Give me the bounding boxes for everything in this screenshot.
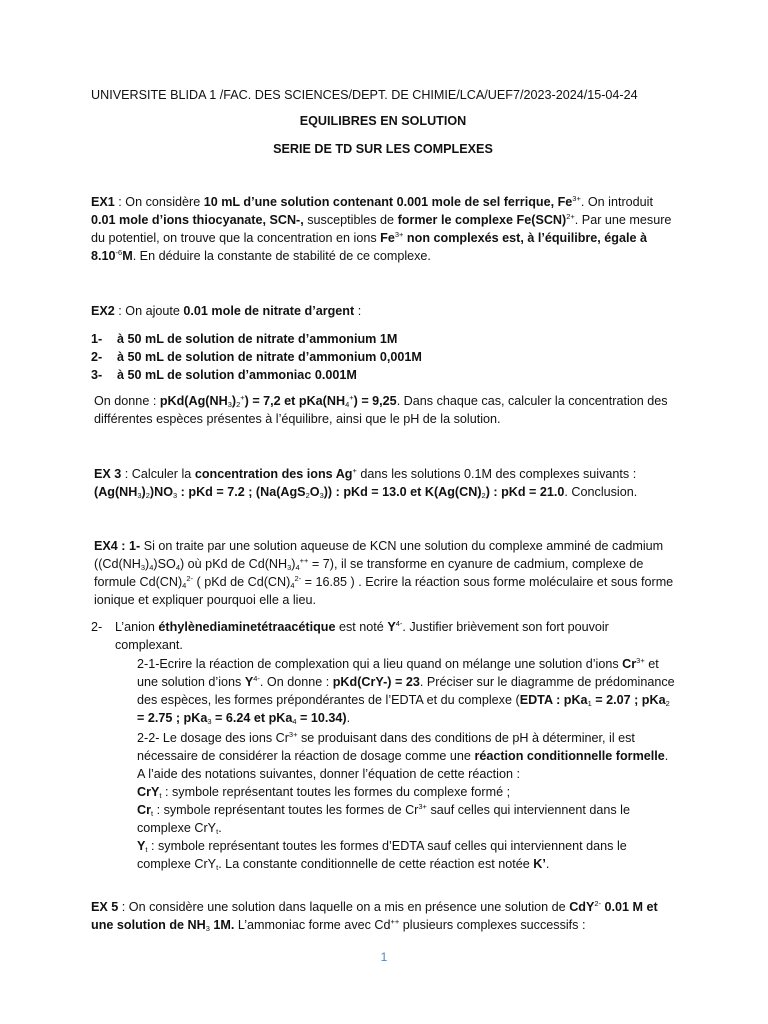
definition-yt [137, 837, 677, 873]
exercise-4-part-2 [91, 618, 675, 654]
subscript: 4 [292, 717, 297, 726]
text-bold: réaction conditionnelle formelle [474, 749, 665, 763]
text: Si on traite par une solution aqueuse de KCN une solution du complexe amminé de cadmium ((Cd(NH [94, 539, 664, 571]
superscript: -6 [115, 248, 123, 257]
list-number: 2- [91, 350, 103, 364]
part-2-2-text [137, 729, 677, 765]
exercise-label: EX2 [91, 304, 115, 318]
part-2-text [115, 618, 675, 654]
text: ) où pKd de Cd(NH [179, 557, 288, 571]
list-item [91, 348, 675, 366]
text: . [346, 711, 351, 725]
superscript: ++ [390, 917, 400, 926]
text-bold: concentration des ions Ag [194, 467, 353, 481]
text-bold: = 2.75 ; pKa [137, 711, 208, 725]
text: . En déduire la constante de stabilité de ce complexe. [132, 249, 431, 263]
subscript: 1 [587, 699, 592, 708]
exercise-4-part-2-2 [137, 729, 677, 873]
text: . Par une mesure du potentiel, on trouve que la concentration en ions [91, 213, 672, 245]
subscript: t [216, 827, 219, 836]
exercise-2-given [94, 392, 676, 428]
exercise-label: EX 5 [91, 900, 119, 914]
subscript: 3 [287, 563, 292, 572]
text: ) [291, 557, 296, 571]
text: : [354, 304, 362, 318]
list-text: à 50 mL de solution d’ammoniac 0.001M [117, 368, 357, 382]
exercise-2-list [91, 330, 675, 384]
text: = 16.85 ) . Ecrire la réaction sous forme moléculaire et sous forme ionique et expliquer pourquoi elle a lieu. [94, 575, 674, 607]
text-bold: M [122, 249, 133, 263]
text: sauf celles qui interviennent dans le complexe CrY [137, 803, 630, 835]
text-bold: former le complexe Fe(SCN) [397, 213, 567, 227]
subscript: 3 [205, 924, 210, 933]
superscript: 2- [294, 574, 302, 583]
subscript: 2 [665, 699, 670, 708]
text: . Dans chaque cas, calculer la concentration des différentes espèces présentes à l’équilibre, ainsi que le pH de la solution. [94, 394, 668, 426]
text-bold: non complexés est, à l’équilibre, égale à 8.10 [91, 231, 648, 263]
text-bold: )) : pKd = 13.0 et K(Ag(CN) [323, 485, 482, 499]
text: plusieurs complexes successifs : [399, 918, 586, 932]
superscript: 2- [186, 574, 194, 583]
exercise-label: EX 3 [94, 467, 122, 481]
exercise-2 [91, 302, 675, 320]
subscript: 3 [207, 717, 212, 726]
text: ( pKd de Cd(CN) [193, 575, 291, 589]
list-text: à 50 mL de solution de nitrate d’ammonium 1M [117, 332, 398, 346]
text-bold: 0.01 mole de nitrate d’argent [183, 304, 355, 318]
superscript: 4- [395, 619, 403, 628]
text-bold: Y [387, 620, 396, 634]
text-bold: O [309, 485, 320, 499]
exercise-1 [91, 193, 675, 265]
text: susceptibles de [303, 213, 398, 227]
text-bold: pKd(Ag(NH [159, 394, 228, 408]
text: . [545, 857, 550, 871]
text-bold: 0.01 mole d’ions thiocyanate, SCN-, [91, 213, 304, 227]
superscript: + [349, 393, 354, 402]
subscript: 2 [145, 491, 150, 500]
superscript: + [240, 393, 245, 402]
text-bold: 0.01 M et une solution de NH [91, 900, 658, 932]
exercise-label: EX1 [91, 195, 115, 209]
text: se produisant dans des conditions de pH à déterminer, il est nécessaire de considérer la réaction de dosage comme une [137, 731, 635, 763]
exercise-3 [94, 465, 676, 501]
part-2-1-text [113, 655, 677, 727]
text: . [218, 821, 222, 835]
list-item [91, 330, 675, 348]
text-bold: = 6.24 et pKa [211, 711, 293, 725]
text-bold: K’ [533, 857, 546, 871]
text-bold: Cr [622, 657, 637, 671]
text: . Justifier brièvement son fort pouvoir complexant. [115, 620, 609, 652]
text-bold: ) [231, 394, 237, 408]
subscript: 2 [481, 491, 486, 500]
document-subtitle: SERIE DE TD SUR LES COMPLEXES [273, 142, 493, 156]
text-bold: éthylènediaminetétraacétique [158, 620, 336, 634]
text-bold: 1M. [209, 918, 235, 932]
text: L’ammoniac forme avec Cd [234, 918, 391, 932]
document-title: EQUILIBRES EN SOLUTION [299, 114, 467, 128]
text: )SO [153, 557, 176, 571]
text-bold: 10 mL d’une solution contenant 0.001 mole de sel ferrique, Fe [203, 195, 573, 209]
superscript: ++ [299, 556, 309, 565]
text: : On considère [114, 195, 204, 209]
subscript: t [159, 791, 162, 800]
page-number: 1 [380, 950, 388, 964]
subscript: 2 [236, 400, 241, 409]
text: 2-2- Le dosage des ions Cr [137, 731, 289, 745]
text-bold: )NO [149, 485, 174, 499]
text-bold: ) [141, 485, 146, 499]
text-bold: : pKd = 7.2 ; (Na(AgS [177, 485, 306, 499]
exercise-4-part-2-1 [137, 655, 677, 727]
list-item [91, 366, 675, 384]
exercise-4 [94, 537, 676, 609]
superscript: 2- [594, 899, 602, 908]
subscript: 4 [345, 400, 350, 409]
subscript: 3 [173, 491, 178, 500]
text: L’anion [115, 620, 159, 634]
list-number: 3- [91, 368, 103, 382]
exercise-5 [91, 898, 675, 934]
subscript: 3 [227, 400, 232, 409]
superscript: 3+ [572, 194, 581, 203]
text-bold: Y [244, 675, 254, 689]
text-bold: = 2.07 ; pKa [591, 693, 666, 707]
text: On donne : [94, 394, 160, 408]
text: : symbole représentant toutes les formes du complexe formé ; [161, 785, 511, 799]
text-bold: Cr [137, 803, 151, 817]
subscript: 3 [137, 491, 142, 500]
superscript: 3+ [418, 802, 427, 811]
subscript: 3 [140, 563, 146, 572]
subscript: t [145, 845, 148, 854]
text-bold: (Ag(NH [94, 485, 138, 499]
subscript: 4 [295, 563, 300, 572]
subscript: 2 [305, 491, 310, 500]
subscript: 4 [175, 563, 180, 572]
text-bold: CdY [569, 900, 595, 914]
document-header: UNIVERSITE BLIDA 1 /FAC. DES SCIENCES/DEPT. DE CHIMIE/LCA/UEF7/2023-2024/15-04-24 [91, 88, 638, 102]
definition-cryt [137, 783, 677, 801]
superscript: 3+ [636, 656, 645, 665]
text: . On introduit [580, 195, 653, 209]
text: : symbole représentant toutes les formes de Cr [153, 803, 419, 817]
text-bold: ) = 9,25 [353, 394, 397, 408]
text-bold: CrY [137, 785, 160, 799]
text: = 7), il se transforme en cyanure de cadmium, complexe de formule Cd(CN) [94, 557, 644, 589]
list-number: 2- [91, 620, 103, 634]
text: : On considère une solution dans laquelle on a mis en présence une solution de [118, 900, 570, 914]
text: dans les solutions 0.1M des complexes suivants : [356, 467, 637, 481]
subscript: t [216, 863, 219, 872]
exercise-label: EX4 : 1- [94, 539, 141, 553]
superscript: 3+ [394, 230, 404, 239]
text: et une solution d’ions [137, 657, 659, 689]
text: 2-1-Ecrire la réaction de complexation qui a lieu quand on mélange une solution d’ions [137, 657, 623, 671]
superscript: 4- [253, 674, 260, 683]
text-bold: ) = 7,2 et pKa(NH [244, 394, 346, 408]
definition-crt [137, 801, 677, 837]
part-2-2-instruction: A l’aide des notations suivantes, donner l’équation de cette réaction : [137, 767, 520, 781]
superscript: + [352, 466, 357, 475]
text-bold: Y [137, 839, 146, 853]
text-bold: ) : pKd = 21.0 [485, 485, 565, 499]
text: . On donne : [259, 675, 333, 689]
text: . [664, 749, 669, 763]
text-bold: pKd(CrY-) = 23 [332, 675, 420, 689]
text: est noté [335, 620, 388, 634]
superscript: 2+ [566, 212, 575, 221]
subscript: t [151, 809, 154, 818]
text-bold: Fe [380, 231, 395, 245]
text: ) [145, 557, 150, 571]
subscript: 3 [319, 491, 324, 500]
subscript: 4 [149, 563, 154, 572]
subscript: 4 [182, 581, 187, 590]
text: . La constante conditionnelle de cette réaction est notée [218, 857, 534, 871]
text: : Calculer la [121, 467, 195, 481]
list-number: 1- [91, 332, 103, 346]
text: : On ajoute [114, 304, 184, 318]
list-text: à 50 mL de solution de nitrate d’ammonium 0,001M [117, 350, 422, 364]
text: . Conclusion. [564, 485, 638, 499]
text-bold: EDTA : pKa [519, 693, 588, 707]
superscript: 3+ [288, 730, 298, 739]
text: . Préciser sur le diagramme de prédominance des espèces, les formes prépondérantes de l’EDTA et du complexe ( [137, 675, 675, 707]
text-bold: = 10.34) [296, 711, 347, 725]
text: : symbole représentant toutes les formes d’EDTA sauf celles qui interviennent dans le complexe CrY [137, 839, 627, 871]
subscript: 4 [290, 581, 295, 590]
